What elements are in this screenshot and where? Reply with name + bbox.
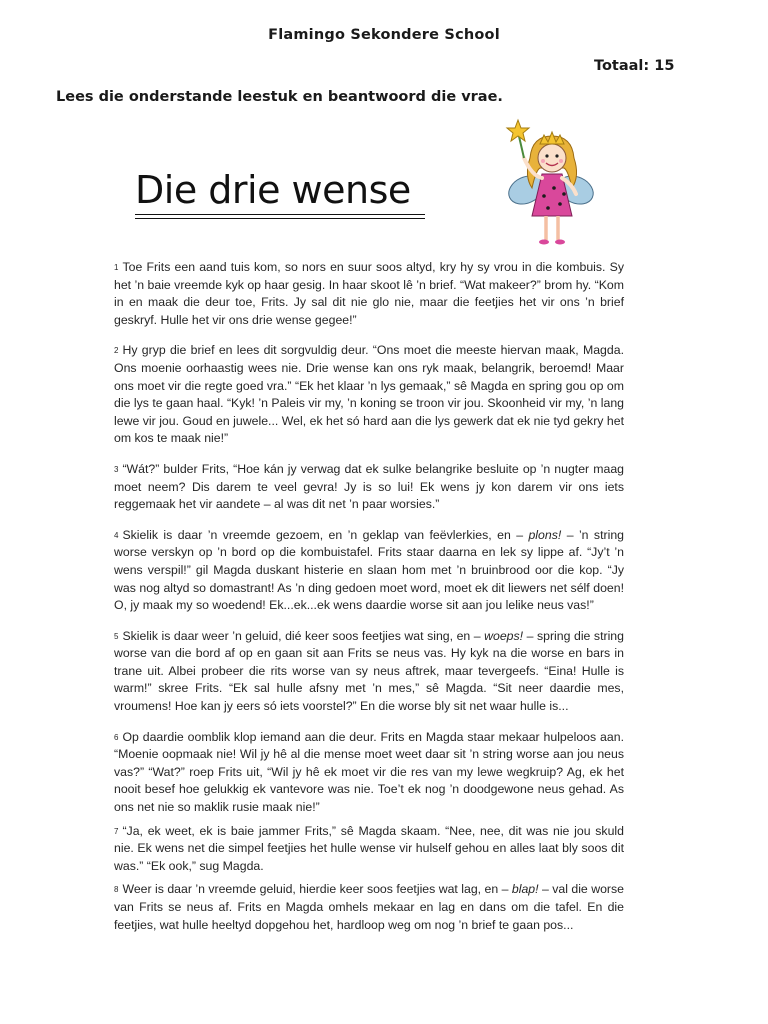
story-title: Die drie wense xyxy=(135,168,411,212)
paragraph-number: 6 xyxy=(114,732,119,742)
paragraph-text: “Wát?” bulder Frits, “Hoe kán jy verwag dat ek sulke belangrike besluite op ’n nugter maag moet neem? Dis darem te veel gevra! Jy is so lui! Ek wens jy kon darem vir ons iets reggemaak het vir aandete – al was dit net ’n paar worsies.” xyxy=(114,461,624,512)
paragraph-1 xyxy=(114,259,624,329)
total-marks: Totaal: 15 xyxy=(594,58,675,74)
paragraph-6 xyxy=(114,729,624,817)
paragraph-number: 3 xyxy=(114,464,119,474)
instruction-text: Lees die onderstande leestuk en beantwoord die vrae. xyxy=(56,89,503,105)
paragraph-text-start: Skielik is daar weer ’n geluid, dié keer soos feetjies wat sing, en – xyxy=(122,628,485,643)
paragraph-number: 7 xyxy=(114,826,119,836)
paragraph-text-end: – spring die string worse van die bord af op en gaan sit aan Frits se neus vas. Hy kyk na die worse en bars in trane uit. Albei probeer die rits worse van sy neus aftrek, maar tevergeefs. “Eina! Hulle is warm!” skree Frits. “Ek sal hulle afsny met ’n mes,” sê Magda. “Sit neer daardie mes, vroumens! Hoe kan jy eers só iets voorstel?” En die worse bly sit net waar hulle is... xyxy=(114,628,624,714)
sound-effect: plons! xyxy=(528,527,562,542)
paragraph-text: Toe Frits een aand tuis kom, so nors en suur soos altyd, kry hy sy vrou in die kombuis. Sy het ’n baie vreemde kyk op haar gesig. In haar skoot lê ’n brief. “Wat makeer?” brom hy. “Kom in en maak die deur toe, Frits. Jy sal dit nie glo nie, maar die feetjies het vir ons ’n brief geskryf. Hulle het vir ons drie wense gegee!” xyxy=(114,260,624,327)
paragraph-3 xyxy=(114,461,624,514)
sound-effect: blap! xyxy=(511,882,539,897)
paragraph-number: 4 xyxy=(114,530,119,540)
paragraph-5 xyxy=(114,628,624,716)
paragraph-2 xyxy=(114,342,624,448)
title-underline-second xyxy=(135,218,425,219)
paragraph-7 xyxy=(114,823,624,876)
paragraph-text: Op daardie oomblik klop iemand aan die deur. Frits en Magda staar mekaar hulpeloos aan. “Moenie oopmaak nie! Wil jy hê al die mense moet weet daar sit ’n string worse aan jou neus vas?” “Wat?” roep Frits uit, “Wil jy hê ek moet vir die res van my lewe wegkruip? Ag, ek het nooit besef hoe gelukkig ek vantevore was nie. Toe’t ek nog ’n doodgewone neus gehad. As ons net nie so maklik rusie maak nie!” xyxy=(114,729,624,815)
paragraph-text: “Ja, ek weet, ek is baie jammer Frits,” sê Magda skaam. “Nee, nee, dit was nie jou skuld nie. Ek wens net die simpel feetjies het hulle wense vir hulself gehou en alles laat bly soos dit was.” “Ek ook,” sug Magda. xyxy=(114,823,624,873)
paragraph-text-end: – val die worse van Frits se neus af. Frits en Magda omhels mekaar en lag en dans om die tafel. En die feetjies, wat hulle heeltyd dopgehou het, hardloop weg om nog ’n brief te gaan pos... xyxy=(114,882,624,932)
fairy-icon xyxy=(492,118,610,248)
paragraph-number: 1 xyxy=(114,263,119,272)
paragraph-text-start: Skielik is daar ’n vreemde gezoem, en ’n geklap van feëvlerkies, en – xyxy=(122,527,529,542)
paragraph-text-end: – ’n string worse verskyn op ’n bord op die kombuistafel. Frits staar daarna en lek sy lippe af. “Jy’t ’n wens verspil!” gil Magda duskant histerie en slaan hom met ’n bruinbrood oor die kop. “Jy was nog altyd so domastrant! As ’n ding gedoen moet word, moet ek dit liewers net sélf doen! O, jy maak my so woedend! Ek...ek...ek wens daardie worse sit aan jou lelike neus vas!” xyxy=(114,527,624,613)
paragraph-number: 2 xyxy=(114,346,119,356)
title-underline xyxy=(135,214,425,215)
story-body xyxy=(114,259,624,934)
paragraph-text: Hy gryp die brief en lees dit sorgvuldig deur. “Ons moet die meeste hiervan maak, Magda. Ons moenie oorhaastig wees nie. Drie wense kan ons ryk maak, belangrik, beroemd! Maar ons moet vir die regte goed vra.” “Ek het klaar ’n lys gemaak,” sê Magda en spring gou op om die lys te gaan haal. “Kyk! ’n Paleis vir my, ’n koning se troon vir jou. Skoonheid vir my, ’n lang lewe vir jou. Goud en juwele... Wel, ek het só hard aan die lys gewerk dat ek nie tyd gekry het om kos te maak nie!” xyxy=(114,343,624,446)
school-name: Flamingo Sekondere School xyxy=(268,27,500,43)
paragraph-number: 8 xyxy=(114,885,119,895)
paragraph-text-start: Weer is daar ’n vreemde geluid, hierdie keer soos feetjies wat lag, en – xyxy=(122,882,512,897)
paragraph-number: 5 xyxy=(114,631,119,641)
sound-effect: woeps! xyxy=(484,628,524,643)
paragraph-8 xyxy=(114,881,624,934)
paragraph-4 xyxy=(114,527,624,615)
